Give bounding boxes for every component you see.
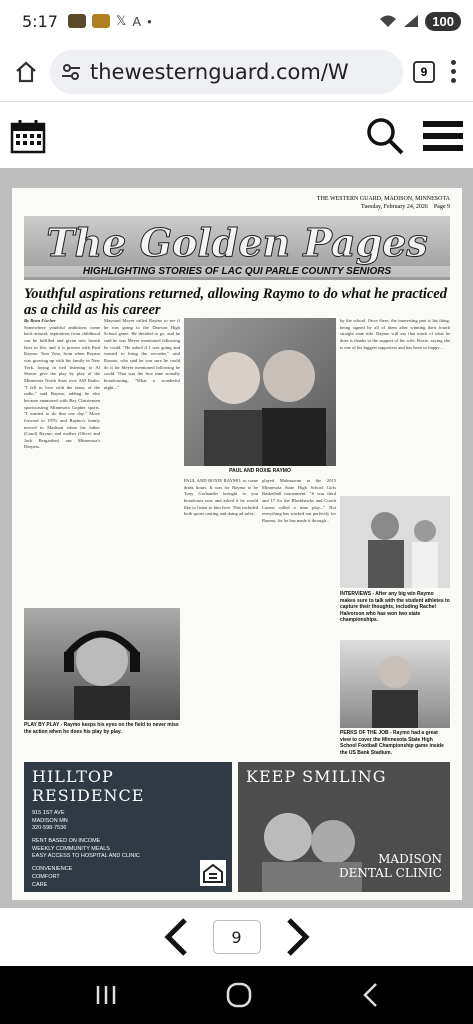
masthead-title: The Golden Pages [46,219,428,265]
ad-hilltop-line: CARE [32,881,48,888]
ad-hilltop-residence[interactable] [24,762,232,892]
page-viewer [0,168,473,908]
wifi-icon [379,14,397,28]
masthead-subtitle: HIGHLIGHTING STORIES OF LAC QUI PARLE COUNTY SENIORS [24,266,450,277]
dot-icon: • [147,13,152,29]
column-2-text: Maynard Meyer called Raymo to see if he was going to the Dawson High School game. He decided to go, and he said he was Meyer mentioned following he could. "He asked if I was going and wanted to bring the recorder," said Raymo, who said he was sure he could do it for Meyer mentioned following he could. That was the first time actually broadcasting. "What a wonderful night..." [104,318,180,390]
caption-play-by-play: PLAY BY PLAY - Raymo keeps his eyes on the field to never miss the action when he does his play by play. [24,722,179,735]
photo-paul-and-roxie [184,318,336,466]
search-icon[interactable] [365,116,405,156]
chevron-right-icon [285,917,311,957]
status-right [379,12,461,31]
ad-hilltop-line: 320-598-7536 [32,825,67,832]
equal-housing-icon [200,860,226,886]
ad-hilltop-line: CONVENIENCE [32,866,73,873]
column-4-text: played Malmstrom at the 2015 Minnesota State High School Girls Basketball tournament. "It was third and 17 for the Blackhawks and Coach Larsen called a time play..." Not everything has worked out perfectly for Raymo, for he has made it through... [262,478,336,523]
ad-hilltop-line: COMFORT [32,873,60,880]
tab-switcher-button[interactable]: 9 [413,61,435,83]
ad-hilltop-line: EASY ACCESS TO HOSPITAL AND CLINIC [32,853,140,860]
ad-madison-dental[interactable] [238,762,450,892]
caption-interviews: INTERVIEWS - After any big win Raymo makes sure to talk with the student athletes to capture their thoughts, including Rachel Halvorson who has won two state championships. [340,591,450,623]
page-pager [0,908,473,966]
caption-paul-and-roxie: PAUL AND ROXIE RAYMO [229,468,291,474]
article-column-3 [184,478,258,603]
battery-indicator: 100 [425,12,461,31]
ad-dental-brand-line1: MADISON [378,852,442,866]
more-menu-icon[interactable] [445,60,461,83]
signal-icon [403,14,419,28]
photo-perks-of-the-job [340,640,450,728]
ad-dental-brand [339,852,442,880]
app-notification-icon-2 [92,14,110,28]
address-field[interactable] [50,50,403,94]
newspaper-page [12,188,462,900]
article-column-5 [340,318,450,493]
url-text: thewesternguard.com/W [90,59,349,84]
recent-apps-icon[interactable] [94,984,118,1006]
home-icon[interactable] [12,58,40,86]
article-column-2 [104,318,180,603]
header-paper-name: THE WESTERN GUARD, MADISON, MINNESOTA [316,196,450,202]
ad-hilltop-line: RENT BASED ON INCOME [32,838,101,845]
back-nav-icon[interactable] [361,982,379,1008]
status-bar [0,0,473,42]
photo-interviews [340,496,450,588]
article-body [24,318,450,758]
section-masthead [24,216,450,280]
caption-perks-of-the-job: PERKS OF THE JOB - Raymo had a great view to cover the Minnesota State High School Football Championship game inside the US Bank Stadium. [340,730,444,756]
font-icon: A [132,13,142,29]
ad-hilltop-title: HILLTOP RESIDENCE [32,767,145,805]
column-5-text: by the school. Once there, the interesting part is his thing, being signed by all of them after winning their fourth straight state title. Raymo will say that much of what he does is thanks to the support of his wife, Roxie, saying she is one of his biggest supporters and has been so happy... [340,318,450,350]
header-page-number: Page 9 [433,203,450,210]
ad-hilltop-line: 915 1ST AVE [32,810,65,816]
page-number-input[interactable]: 9 [213,920,261,954]
article-column-4 [262,478,336,758]
article-byline: By Ryan Fischer [24,318,56,323]
next-page-button[interactable] [283,917,313,957]
ad-hilltop-line: MADISON MN [32,817,68,824]
site-toolbar [0,103,473,168]
system-nav-bar [0,966,473,1024]
column-1-text: Somewhere youthful ambitions come back around; aspirations from childhood can be fulfilled and given new breath later in life, and it is proven with Paul Raymo. Tom Vinx, from when Raymo was growing up with his family in New York, laying in bed listening to Al Shaver give the play by play of the Minnesota North Stars over AM Radio. "I fell in love with the team, of the radio," said Raymo, adding he also became enamored with Ray Christensen sportscasting Minnesota Gopher sports. "I wanted to do that one day." Move forward to 1970, and Raymo's family moved to Madison when his father (Carol) Raymo and mother (Olive) and Jack Bergarden) ran Minnesota's Deepest. [24,324,100,450]
calendar-icon[interactable] [10,118,46,154]
ad-hilltop-line: WEEKLY COMMUNITY MEALS [32,845,110,852]
app-notification-icon [68,14,86,28]
home-nav-icon[interactable] [226,982,252,1008]
prev-page-button[interactable] [161,917,191,957]
column-3-text: PAUL AND ROXIE RAYMO. to come drink hours. It was for Raymo to be Tony Gorhander brought to you broadcasts now and asked if he would like to listen to him here. This included both sports casting and doing ad sales... [184,478,258,517]
status-notification-icons [68,13,152,29]
status-time: 5:17 [22,11,58,31]
photo-play-by-play [24,608,180,720]
site-settings-icon[interactable] [60,61,82,83]
chevron-left-icon [163,917,189,957]
header-date: Tuesday, February 24, 2026 [360,203,428,210]
ad-dental-title: KEEP SMILING [246,767,387,786]
x-icon: 𝕏 [115,13,127,28]
page-header [24,196,450,212]
article-headline: Youthful aspirations returned, allowing Raymo to do what he practiced as a child as his career [24,285,447,319]
ad-dental-brand-line2: DENTAL CLINIC [339,866,442,880]
browser-url-bar [0,42,473,102]
hamburger-menu-icon[interactable] [423,121,463,151]
